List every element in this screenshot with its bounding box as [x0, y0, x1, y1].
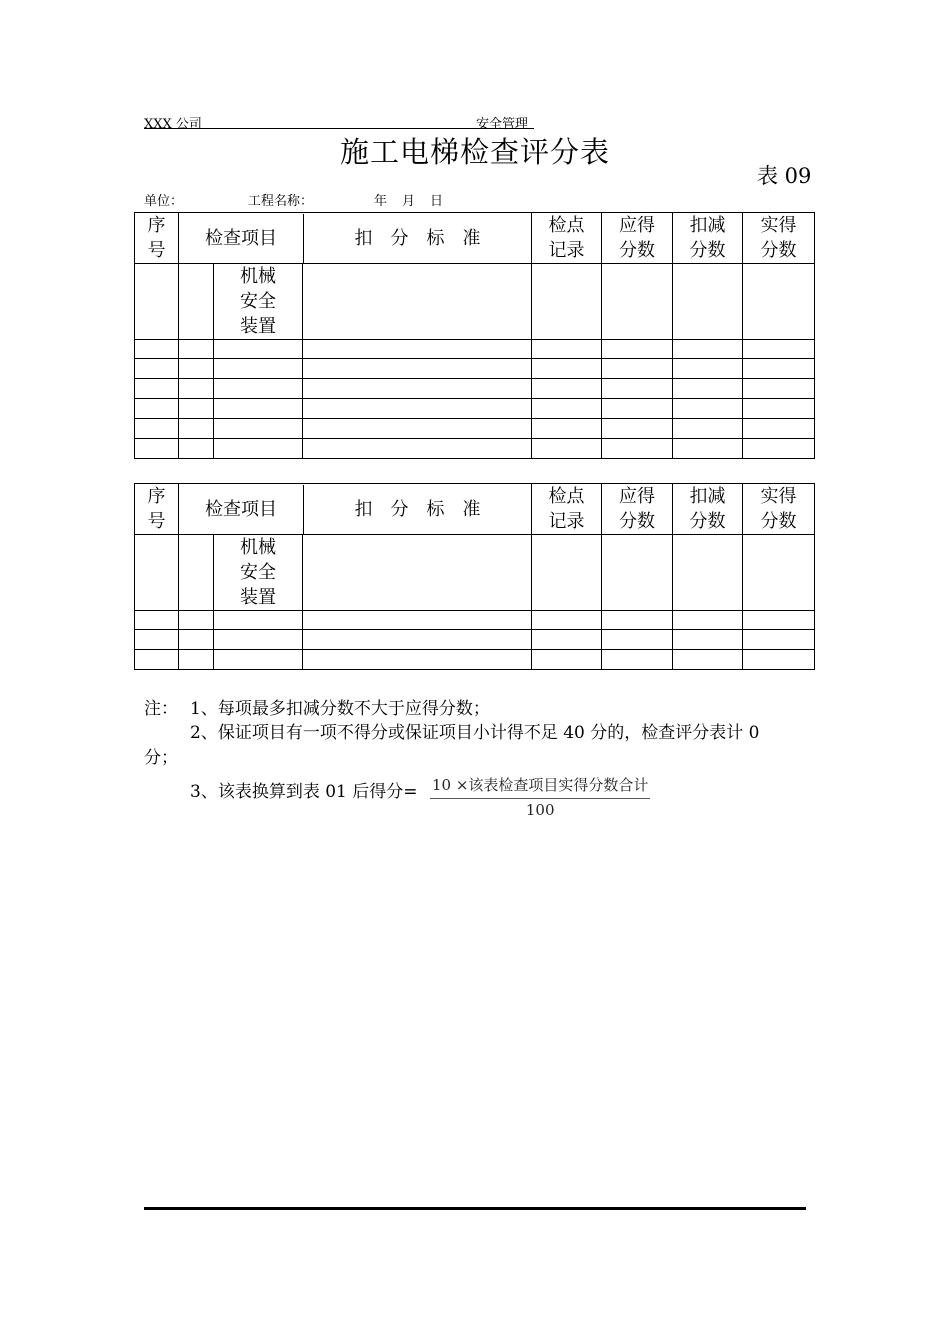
score-table-2 — [134, 483, 815, 670]
note-2: 2、保证项目有一项不得分或保证项目小计得不足 40 分的，检查评分表计 0 — [190, 723, 760, 743]
day-label: 日 — [430, 194, 444, 209]
due-score-header: 应得 分数 — [602, 484, 673, 535]
note-1: 1、每项最多扣减分数不大于应得分数； — [190, 699, 490, 719]
item-header: 检查项目 — [205, 227, 277, 249]
score-table-1 — [134, 212, 815, 459]
notes-label: 注： — [144, 699, 178, 719]
formula-denominator: 100 — [525, 801, 555, 819]
note-2-cont: 分； — [144, 748, 178, 768]
unit-label: 单位： — [144, 194, 184, 209]
table-row — [135, 630, 815, 650]
seq-header: 序 号 — [135, 484, 179, 535]
due-score-header: 应得 分数 — [602, 213, 673, 264]
table-row — [135, 264, 815, 340]
deduct-score-header: 扣减 分数 — [673, 484, 743, 535]
actual-score-header: 实得 分数 — [743, 484, 815, 535]
record-header: 检点 记录 — [532, 484, 602, 535]
header-category: 安全管理 — [476, 117, 529, 132]
item-standard-header — [179, 484, 532, 535]
table-header-row — [135, 484, 815, 535]
table-row — [135, 611, 815, 630]
formula-numerator: 10 ×该表检查项目实得分数合计 — [430, 774, 650, 799]
header-rule — [144, 128, 534, 129]
project-name-label: 工程名称： — [248, 194, 314, 209]
table-row — [135, 535, 815, 611]
item-header: 检查项目 — [205, 498, 277, 520]
standard-header: 扣 分 标 准 — [303, 485, 531, 534]
deduct-score-header: 扣减 分数 — [673, 213, 743, 264]
form-number: 表 09 — [757, 164, 812, 188]
seq-header: 序 号 — [135, 213, 179, 264]
table-row — [135, 399, 815, 419]
section-label: 机械 安全 装置 — [214, 535, 303, 611]
actual-score-header: 实得 分数 — [743, 213, 815, 264]
month-label: 月 — [402, 194, 416, 209]
record-header: 检点 记录 — [532, 213, 602, 264]
note-3: 3、该表换算到表 01 后得分= — [190, 782, 418, 802]
company-name: XXX 公司 — [144, 117, 202, 132]
item-standard-header — [179, 213, 532, 264]
table-row — [135, 650, 815, 670]
score-formula — [430, 774, 650, 819]
section-label: 机械 安全 装置 — [214, 264, 303, 340]
table-header-row — [135, 213, 815, 264]
table-row — [135, 359, 815, 379]
table-row — [135, 340, 815, 359]
table-row — [135, 439, 815, 459]
table-row — [135, 379, 815, 399]
table-row — [135, 419, 815, 439]
footer-rule — [144, 1207, 806, 1210]
year-label: 年 — [374, 194, 388, 209]
page-title: 施工电梯检查评分表 — [339, 135, 610, 169]
standard-header: 扣 分 标 准 — [303, 214, 531, 263]
